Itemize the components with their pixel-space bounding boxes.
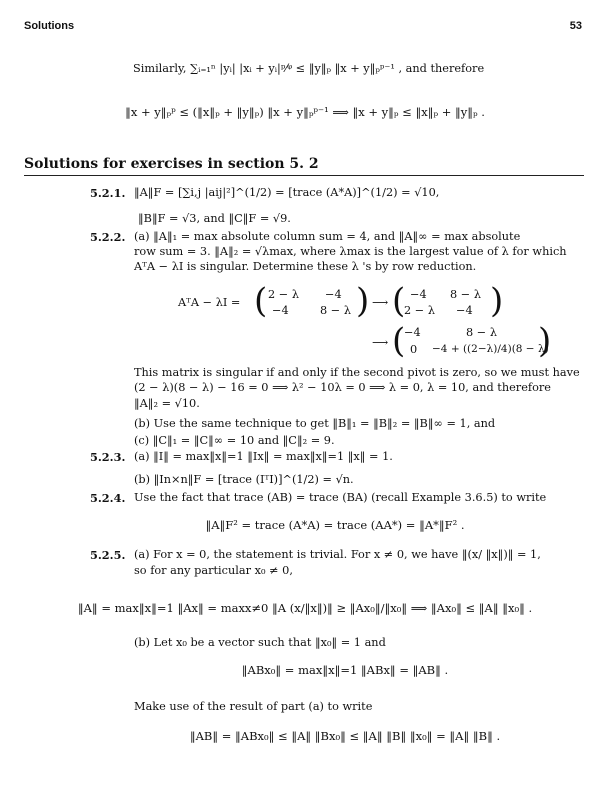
matrix3-right-paren: ) xyxy=(538,321,552,361)
ex522-p2: (2 − λ)(8 − λ) − 16 = 0 ⟹ λ² − 10λ = 0 ⟹ λ = 0, λ = 10, and therefore xyxy=(134,381,551,394)
ex525-eq2: ‖ABx₀‖ = max‖x‖=1 ‖ABx‖ = ‖AB‖ . xyxy=(241,663,449,677)
matrix3-left-paren: ( xyxy=(392,321,406,361)
matrix1-cell: 8 − λ xyxy=(320,304,351,317)
matrix1-left-paren: ( xyxy=(254,281,268,321)
intro-conclusion: ‖x + y‖ₚᵖ ≤ (‖x‖ₚ + ‖y‖ₚ) ‖x + y‖ₚᵖ⁻¹ ⟹ ‖x + y‖ₚ ≤ ‖x‖ₚ + ‖y‖ₚ . xyxy=(125,105,485,119)
matrix3-cell: −4 xyxy=(404,326,421,339)
matrix2-cell: 2 − λ xyxy=(404,304,435,317)
matrix-lhs: AᵀA − λI = xyxy=(178,296,241,309)
matrix2-cell: 8 − λ xyxy=(450,288,481,301)
exercise-number-5-2-2: 5.2.2. xyxy=(90,230,126,244)
matrix2-cell: −4 xyxy=(410,288,427,301)
matrix1-right-paren: ) xyxy=(356,281,370,321)
ex524-text: Use the fact that trace (AB) = trace (BA) (recall Example 3.6.5) to write xyxy=(134,491,547,504)
ex522-b: (b) Use the same technique to get ‖B‖₁ = ‖B‖₂ = ‖B‖∞ = 1, and xyxy=(134,417,496,430)
page-number: 53 xyxy=(569,20,582,32)
ex522-p1: This matrix is singular if and only if the second pivot is zero, so we must have xyxy=(134,366,580,379)
matrix3-cell: −4 + ((2−λ)/4)(8 − λ) xyxy=(432,343,549,355)
ex525-b2: Make use of the result of part (a) to write xyxy=(134,700,373,713)
matrix1-cell: −4 xyxy=(325,288,342,301)
ex522-p3: ‖A‖₂ = √10. xyxy=(134,397,200,410)
matrix1-cell: 2 − λ xyxy=(268,288,299,301)
exercise-number-5-2-4: 5.2.4. xyxy=(90,491,126,505)
exercise-number-5-2-3: 5.2.3. xyxy=(90,450,126,464)
ex525-b1: (b) Let x₀ be a vector such that ‖x₀‖ = 1 and xyxy=(134,636,386,649)
ex522-a1: (a) ‖A‖₁ = max absolute column sum = 4, and ‖A‖∞ = max absolute xyxy=(134,230,521,243)
ex521-line2: ‖B‖F = √3, and ‖C‖F = √9. xyxy=(138,212,291,225)
ex525-a1: (a) For x = 0, the statement is trivial. For x ≠ 0, we have ‖(x/ ‖x‖)‖ = 1, xyxy=(134,548,541,561)
exercise-number-5-2-1: 5.2.1. xyxy=(90,186,126,200)
reduction-arrow: ⟶ xyxy=(372,336,389,349)
ex524-eq: ‖A‖F² = trace (A*A) = trace (AA*) = ‖A*‖F² . xyxy=(205,518,465,532)
matrix2-right-paren: ) xyxy=(490,281,504,321)
ex521-line1: ‖A‖F = [∑i,j |aij|²]^(1/2) = [trace (A*A)]^(1/2) = √10, xyxy=(134,186,440,199)
exercise-number-5-2-5: 5.2.5. xyxy=(90,548,126,562)
ex525-eq1: ‖A‖ = max‖x‖=1 ‖Ax‖ = maxx≠0 ‖A (x/‖x‖)‖ ≥ ‖Ax₀‖/‖x₀‖ ⟹ ‖Ax₀‖ ≤ ‖A‖ ‖x₀‖ . xyxy=(77,601,533,615)
matrix2-left-paren: ( xyxy=(392,281,406,321)
intro-similarly: Similarly, ∑ᵢ₌₁ⁿ |yᵢ| |xᵢ + yᵢ|ᵖ⁄ᵠ ≤ ‖y‖ₚ ‖x + y‖ₚᵖ⁻¹ , and therefore xyxy=(133,62,485,75)
ex522-c: (c) ‖C‖₁ = ‖C‖∞ = 10 and ‖C‖₂ = 9. xyxy=(134,434,335,447)
matrix2-cell: −4 xyxy=(456,304,473,317)
matrix1-cell: −4 xyxy=(272,304,289,317)
ex525-a2: so for any particular x₀ ≠ 0, xyxy=(134,564,293,577)
ex522-a3: AᵀA − λI is singular. Determine these λ 's by row reduction. xyxy=(134,260,477,273)
matrix3-cell: 8 − λ xyxy=(466,326,497,339)
ex522-a2: row sum = 3. ‖A‖₂ = √λmax, where λmax is the largest value of λ for which xyxy=(134,245,567,258)
section-title: Solutions for exercises in section 5. 2 xyxy=(24,156,584,176)
running-header: Solutions xyxy=(24,20,75,32)
ex523-b: (b) ‖In×n‖F = [trace (IᵀI)]^(1/2) = √n. xyxy=(134,473,354,486)
matrix3-cell: 0 xyxy=(410,343,418,356)
ex525-eq3: ‖AB‖ = ‖ABx₀‖ ≤ ‖A‖ ‖Bx₀‖ ≤ ‖A‖ ‖B‖ ‖x₀‖ = ‖A‖ ‖B‖ . xyxy=(189,729,501,743)
reduction-arrow: ⟶ xyxy=(372,296,389,309)
ex523-a: (a) ‖I‖ = max‖x‖=1 ‖Ix‖ = max‖x‖=1 ‖x‖ = 1. xyxy=(134,450,393,463)
